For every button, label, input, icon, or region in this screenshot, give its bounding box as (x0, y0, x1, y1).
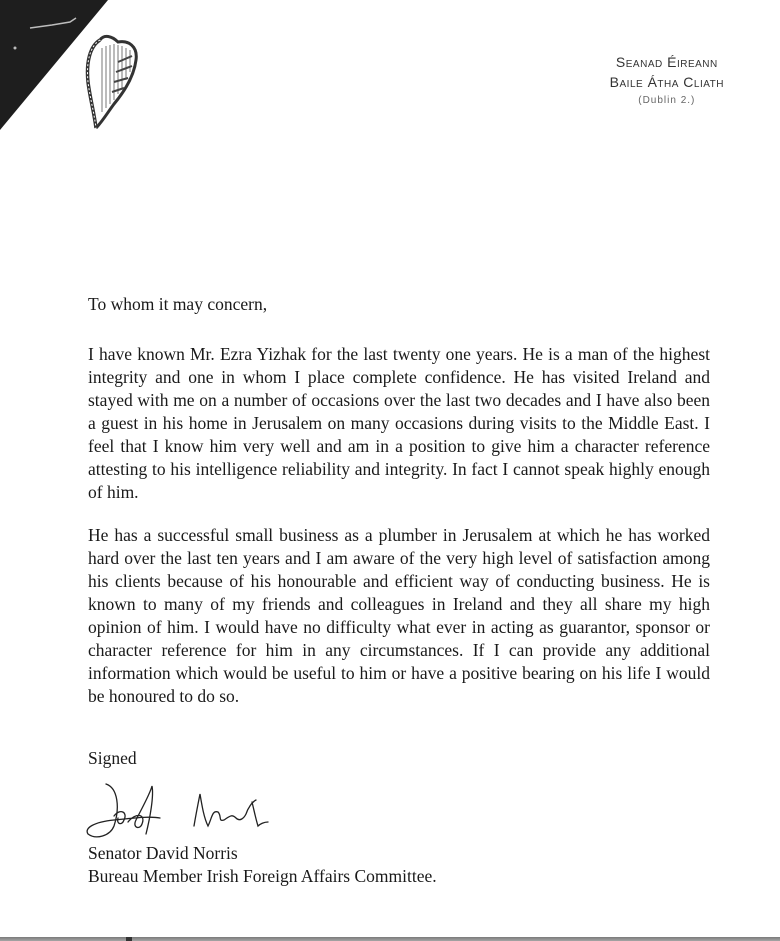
salutation: To whom it may concern, (88, 294, 268, 314)
letterhead-district: (Dublin 2.) (638, 95, 696, 106)
body-paragraph-1: I have known Mr. Ezra Yizhak for the last twenty one years. He is a man of the highest integrity and one in whom I place complete confidence. He has visited Ireland and stayed with me on a number of occasions over the last two decades and I have also been a guest in his home in Jerusalem on many occasions during visits to the Middle East. I feel that I know him very well and am in a position to give him a character reference attesting to his intelligence reliability and integrity. In fact I cannot speak highly enough of him. (88, 344, 710, 502)
body-paragraph-2: He has a successful small business as a plumber in Jerusalem at which he has worked hard over the last ten years and I am aware of the very high level of satisfaction among his clients because of his honourable and efficient way of conducting business. He is known to many of my friends and colleagues in Ireland and they all share my high opinion of him. I would have no difficulty what ever in acting as guarantor, sponsor or character reference for him in any circumstances. If I can provide any additional information which would be useful to him or have a positive bearing on his life I would be honoured to do so. (88, 525, 710, 706)
harp-icon (78, 32, 142, 132)
handwritten-signature (84, 778, 284, 848)
signer-title: Bureau Member Irish Foreign Affairs Committee. (88, 866, 437, 886)
letterhead-institution: Seanad Éireann (615, 54, 718, 70)
closing: Signed (88, 748, 137, 768)
scan-edge-notch (126, 937, 132, 941)
signer-name: Senator David Norris (88, 843, 238, 863)
scan-bottom-edge (0, 937, 780, 941)
letterhead (610, 52, 724, 110)
signer-block (88, 842, 437, 888)
letterhead-city: Baile Átha Cliath (609, 74, 724, 90)
